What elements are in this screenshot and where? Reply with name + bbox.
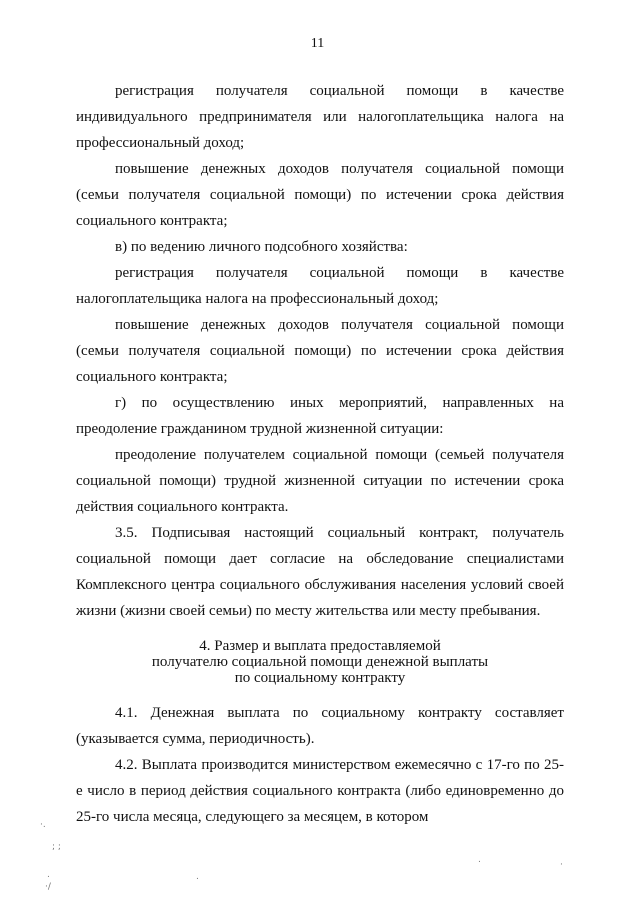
paragraph: 4.1. Денежная выплата по социальному контракту составляет (указывается сумма, периодичность). [76,705,564,747]
document-body [76,78,564,830]
paragraph: г) по осуществлению иных мероприятий, направленных на преодоление гражданином трудной жизненной ситуации: [76,395,564,437]
scan-speck: . [196,872,199,882]
scan-speck: ·. [40,820,46,830]
section-heading-line: по социальному контракту [234,670,406,686]
paragraph: повышение денежных доходов получателя социальной помощи (семьи получателя социальной помощи) по истечении срока действия социального контракта; [76,161,564,229]
section-heading-line: получателю социальной помощи денежной выплаты [151,654,489,670]
scan-speck: ·/ [45,882,51,892]
section-heading-line: 4. Размер и выплата предоставляемой [199,638,441,654]
scan-speck: · [560,860,563,870]
paragraph: в) по ведению личного подсобного хозяйства: [115,239,408,255]
paragraph: 3.5. Подписывая настоящий социальный контракт, получатель социальной помощи дает согласие на обследование специалистами Комплексного центра социального обслуживания населения условий своей жизни (жизни своей семьи) по месту жительства или месту пребывания. [76,525,564,619]
paragraph: 4.2. Выплата производится министерством ежемесячно с 17-го по 25-е число в период действия социального контракта (либо единовременно до 25-го числа месяца, следующего за месяцем, в котором [76,757,564,825]
page-number: 11 [310,36,325,51]
paragraph: преодоление получателем социальной помощи (семьей получателя социальной помощи) трудной жизненной ситуации по истечении срока действия социального контракта. [76,447,564,515]
scan-speck: . [478,855,481,865]
section-heading [76,638,564,686]
scan-speck: . [47,870,50,880]
scan-speck: ; ; [52,842,61,852]
paragraph: повышение денежных доходов получателя социальной помощи (семьи получателя социальной помощи) по истечении срока действия социального контракта; [76,317,564,385]
paragraph: регистрация получателя социальной помощи в качестве налогоплательщика налога на профессиональный доход; [76,265,564,307]
paragraph: регистрация получателя социальной помощи в качестве индивидуального предпринимателя или налогоплательщика налога на профессиональный доход; [76,83,564,151]
